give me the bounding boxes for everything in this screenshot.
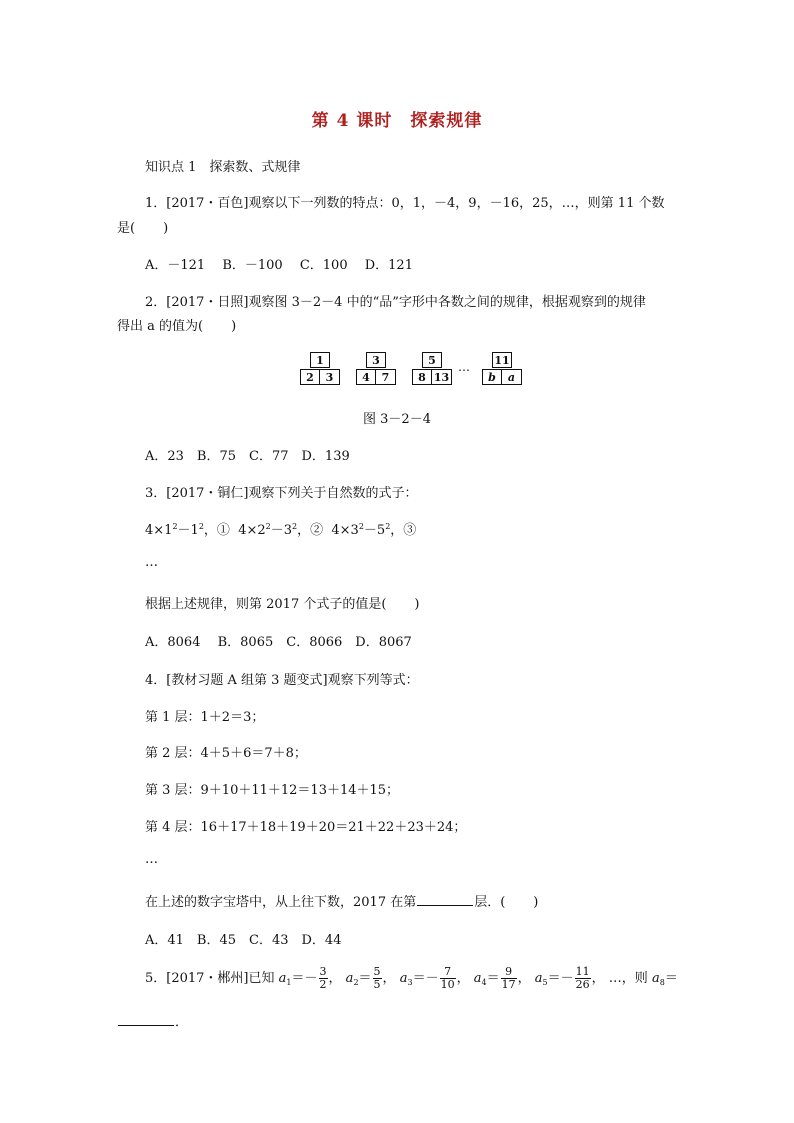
q3-options: A．8064 B．8065 C．8066 D．8067 [145, 635, 412, 650]
pin-block-1-left: 2 [300, 369, 320, 385]
q3-expr-1: $4\times 1^2-1^2$，① [145, 522, 230, 538]
q3-dots: … [145, 555, 158, 570]
q3-expressions [145, 519, 416, 538]
q3-question [145, 593, 420, 612]
pin-block-1 [300, 352, 340, 388]
page-title: 第 4 课时 探索规律 [311, 111, 483, 131]
q5-term-5: $a_5=-$ $\frac{11}{26}$ ， [534, 965, 605, 991]
q4-layer-2: 第 2 层：4＋5＋6＝7＋8； [145, 746, 307, 761]
q2-stem-part: 得出 a 的值为( [117, 319, 204, 334]
q4-question [145, 891, 538, 910]
q3-expr-2: $4\times 2^2-3^2$，② [238, 522, 324, 538]
pin-block-1-top: 1 [310, 352, 330, 368]
pin-block-4-right: a [501, 369, 522, 385]
pin-dots: … [458, 360, 470, 374]
pin-block-2-top: 3 [366, 352, 386, 368]
q3-stem: 3．[2017・铜仁]观察下列关于自然数的式子： [145, 486, 418, 501]
pin-block-4-left: b [482, 369, 502, 385]
q4-question-tail: 层．( [474, 895, 506, 910]
figure-caption: 图 3－2－4 [363, 412, 431, 427]
pin-block-1-right: 3 [319, 369, 340, 385]
pin-block-3-left: 8 [412, 369, 432, 385]
q1-paren-close: ) [163, 221, 169, 236]
pin-block-3 [412, 352, 452, 388]
q4-dots: … [145, 852, 158, 867]
pin-block-4-top: 11 [492, 352, 512, 368]
q5-stem [145, 966, 678, 991]
pin-block-3-right: 13 [431, 369, 452, 385]
pin-block-4 [482, 352, 522, 388]
q3-expr-3: $4\times 3^2-5^2$，③ [331, 522, 417, 538]
q5-prefix: 5．[2017・郴州]已知 [145, 971, 275, 986]
q4-question-text: 在上述的数字宝塔中，从上往下数，2017 在第 [145, 895, 417, 910]
q5-end: ． [175, 1015, 189, 1030]
q4-layer-4: 第 4 层：16＋17＋18＋19＋20＝21＋22＋23＋24； [145, 820, 467, 835]
q5-answer-blank[interactable] [118, 1013, 174, 1026]
pin-block-2-left: 4 [356, 369, 376, 385]
pin-block-2-right: 7 [375, 369, 396, 385]
q3-question-text: 根据上述规律，则第 2017 个式子的值是( [145, 597, 387, 612]
pin-block-2 [356, 352, 396, 388]
q4-stem: 4．[教材习题 A 组第 3 题变式]观察下列等式： [145, 673, 419, 688]
q4-layer-3: 第 3 层：9＋10＋11＋12＝13＋14＋15； [145, 783, 400, 798]
q4-paren-close: ) [533, 895, 539, 910]
q1-stem-cont [117, 217, 168, 236]
pin-figure [300, 352, 530, 388]
q1-stem: 1．[2017・百色]观察以下一列数的特点：0，1，－4，9，－16，25，…，则第 11 个数 [145, 196, 665, 211]
q5-term-3: $a_3=-$ $\frac{7}{10}$ ， [399, 965, 470, 991]
q4-layer-1: 第 1 层：1＋2＝3； [145, 710, 265, 725]
q5-target: $a_8=$ [651, 971, 678, 987]
q3-paren-close: ) [414, 597, 420, 612]
section-heading: 知识点 1 探索数、式规律 [145, 160, 301, 175]
q4-answer-blank[interactable] [417, 893, 473, 906]
q4-options: A．41 B．45 C．43 D．44 [145, 933, 342, 948]
q1-options: A．－121 B．－100 C．100 D．121 [145, 258, 413, 273]
q1-stem-part: 是( [117, 221, 136, 236]
q2-options: A．23 B．75 C．77 D．139 [145, 449, 350, 464]
q5-answer-line [117, 1011, 188, 1030]
pin-block-3-top: 5 [422, 352, 442, 368]
q2-paren-close: ) [231, 319, 237, 334]
q5-term-4: $a_4=$ $\frac{9}{17}$ ， [473, 965, 531, 991]
q5-term-2: $a_2=$ $\frac{5}{5}$ ， [345, 965, 396, 991]
q2-stem: 2．[2017・日照]观察图 3－2－4 中的“品”字形中各数之间的规律，根据观察到的规律 [145, 295, 646, 310]
q5-term-1: $a_1=-$ $\frac{3}{2}$ ， [278, 965, 342, 991]
q5-tail: …，则 [608, 971, 648, 986]
q2-stem-cont [117, 315, 236, 334]
